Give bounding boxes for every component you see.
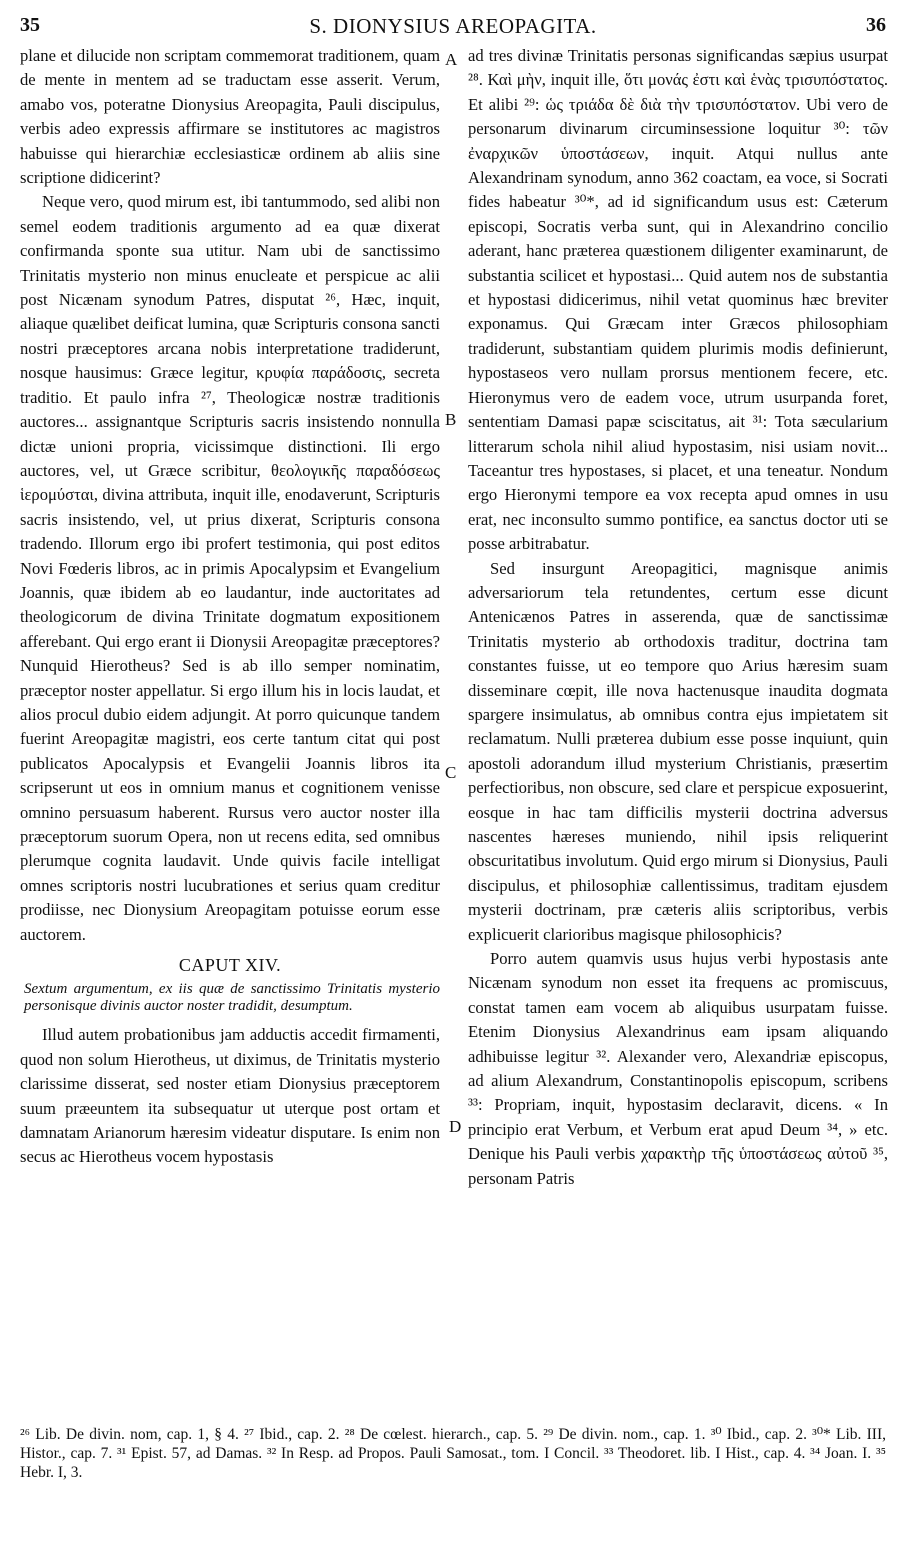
- section-marker-c: C: [445, 763, 457, 782]
- right-column: [468, 44, 888, 1191]
- left-column: [20, 44, 440, 1170]
- page-number-right: 36: [866, 14, 886, 36]
- section-marker-b: B: [445, 410, 457, 429]
- page-number-left: 35: [20, 14, 40, 36]
- left-paragraph-1: plane et dilucide non scriptam commemorat traditionem, quam de mente in mentem ad se traductam esse asserit. Verum, amabo vos, poteratne Dionysius Areopagita, Pauli discipulus, verbis adeo expressis affirmare se institutores ac magistros habuisse qui hierarchiæ ecclesiasticæ ordinem ab aliis sine scriptione didicerint?: [20, 46, 440, 188]
- right-paragraph-1: ad tres divinæ Trinitatis personas significandas sæpius usurpat ²⁸. Καὶ μὴν, inquit ille, ὅτι μονάς ἐστι καὶ ἑνὰς τρισυπόστατος. Et alibi ²⁹: ὡς τριάδα δὲ διὰ τὴν τρισυπόστατον. Ubi vero de personarum divinarum circuminsessione loquitur ³⁰: τῶν ἐναρχικῶν ὑποστάσεων, inquit. Atqui nullus ante Alexandrinam synodum, anno 362 coactam, ea voce, si Socrati fides habeatur ³⁰*, ad id significandum usus est: Cæterum episcopi, Socratis verba sunt, qui in Alexandrino concilio aderant, hanc præterea quæstionem diligenter examinarunt, de substantia scilicet et hypostasi... Quid autem nos de substantia et hypostasi didicerimus, nihil vetat quominus hæc breviter exponamus. Qui Græcam inter Græcos philosophiam tradiderunt, substantiam quidem plurimis modis definierunt, hypostaseos vero nullam prorsus mentionem fecere, etc. Hieronymus vero de eadem voce, utrum usurpanda foret, sententiam Damasi papæ sciscitatus, ait ³¹: Tota sæcularium litterarum schola nihil aliud hypostasim, nisi usiam novit... Taceantur tres hypostases, si placet, et una teneatur. Nondum ergo Hieronymi tempore ea vox recepta apud omnes in usu erat, nec inconsulto summo pontifice, ea sanctus doctor uti se posse arbitrabatur.: [468, 46, 888, 554]
- right-paragraph-3: Porro autem quamvis usus hujus verbi hypostasis ante Nicænam synodum non esset ita frequens ac promiscuus, constat tamen eam vocem ab aliquibus usurpatam fuisse. Etenim Dionysius Alexandrinus eam ipsam aliquando adhibuisse legitur ³². Alexander vero, Alexandriæ episcopus, ad alium Alexandrum, Constantinopolis episcopum, scribens ³³: Propriam, inquit, hypostasim declaravit, dicens. « In principio erat Verbum, et Verbum erat apud Deum ³⁴, » etc. Denique his Pauli verbis χαρακτὴρ τῆς ὑποστάσεως αὐτοῦ ³⁵, personam Patris: [468, 949, 888, 1188]
- left-paragraph-3: Illud autem probationibus jam adductis accedit firmamenti, quod non solum Hierotheus, ut diximus, de Trinitatis mysterio clarissime disserat, sed noster etiam Dionysius præceptorem suum præeuntem ita subsequatur ut uterque post ortam et damnatam Arianorum hæresim videatur disputare. Is enim non secus ac Hierotheus vocem hypostasis: [20, 1025, 440, 1167]
- right-paragraph-2: Sed insurgunt Areopagitici, magnisque animis adversariorum tela retundentes, certum esse dicunt Antenicænos Patres in asserenda, quæ de sanctissimæ Trinitatis mysterio ab orthodoxis traditur, doctrina tam constantes fuisse, ut eo tempore quo Arius hæresim suam disseminare cœpit, ille nova hactenusque inaudita dogmata spargere insimulatus, ab omnibus contra ejus impietatem sit reclamatum. Nulli præterea dubium esse posse inquiunt, quin apostoli adorandum illud mysterium Christianis, præsertim perfectioribus, non obscure, sed clare et perspicue exposuerint, eosque in hac tam difficilis mysterii doctrina adversus nascentes hæreses muniendo, nihil ipsis reliquerint obscuritatibus involutum. Quid ergo mirum si Dionysius, Pauli discipulus, et philosophiæ callentissimus, traditam ejusdem mysterii doctrinam, præ cæteris aliis scriptoribus, verbis explicuerit clarioribus magisque philosophicis?: [468, 558, 888, 944]
- running-title: S. DIONYSIUS AREOPAGITA.: [309, 14, 597, 38]
- left-paragraph-2: Neque vero, quod mirum est, ibi tantummodo, sed alibi non semel eodem traditionis argumento ad ea quæ dixerat confirmanda sponte sua utitur. Nam ubi de sanctissimo Trinitatis mysterio non minus enucleate et perspicue ac alii post Nicænam synodum Patres, disputat ²⁶, Hæc, inquit, aliaque quælibet deificat lumina, quæ Scripturis consona sancti nostri præceptores arcana nobis interpretatione tradiderunt, nosque hausimus: Græce legitur, κρυφία παράδοσις, secreta traditio. Et paulo infra ²⁷, Theologicæ nostræ traditionis auctores... assignantque Scripturis sacris insistendo nonnulla dictæ unioni propria, vicissimque distinctioni. Ili ergo auctores, vel, ut Græce scribitur, θεολογικῆς παραδόσεως ἱερομύσται, divina attributa, inquit ille, enodaverunt, Scripturis sacris insistendo, vel, ut prius dixerat, Scripturis consona tradendo. Illorum ergo ibi profert testimonia, qui post editos Novi Fœderis libros, ac in primis Apocalypsim et Evangelium Joannis, quæ ibidem ab eo laudantur, inde auctoritates ad theologicorum de divina Trinitate dogmatum expositionem afferebant. Qui ergo erant ii Dionysii Areopagitæ præceptores? Nunquid Hierotheus? Sed is ab illo semper nominatim, præceptor noster appellatur. Si ergo illum his in locis laudat, et alios procul dubio eidem adjungit. At porro quicunque tandem fuerint Areopagitæ magistri, eos certe tantum citat qui post publicatos Apocalypsis et Evangelii Joannis libros ita scripserunt ut eos in omnium manus et cognitionem venisse omnino persuasum haberent. Rursus vero auctor noster illa præceptorum suorum Opera, non ut recens edita, sed omnibus plerumque cognita laudavit. Unde quivis facile intelligat omnes scriptoris nostri lucubrationes et serius quam creditur prodiisse, nec Dionysium Areopagitam potuisse eorum esse auctorem.: [20, 192, 440, 944]
- section-marker-d: D: [449, 1117, 462, 1136]
- section-marker-a: A: [445, 50, 458, 69]
- chapter-summary: Sextum argumentum, ex iis quæ de sanctissimo Trinitatis mysterio personisque divinis auctor noster tradidit, desumptum.: [24, 981, 440, 1015]
- chapter-heading: CAPUT XIV.: [178, 955, 282, 976]
- page-header: [20, 14, 886, 42]
- footnotes: ²⁶ Lib. De divin. nom, cap. 1, § 4. ²⁷ Ibid., cap. 2. ²⁸ De cœlest. hierarch., cap. 5. ²⁹ De divin. nom., cap. 1. ³⁰ Ibid., cap. 2. ³⁰* Lib. III, Histor., cap. 7. ³¹ Epist. 57, ad Damas. ³² In Resp. ad Propos. Pauli Samosat., tom. I Concil. ³³ Theodoret. lib. I Hist., cap. 4. ³⁴ Joan. I. ³⁵ Hebr. I, 3.: [20, 1426, 886, 1481]
